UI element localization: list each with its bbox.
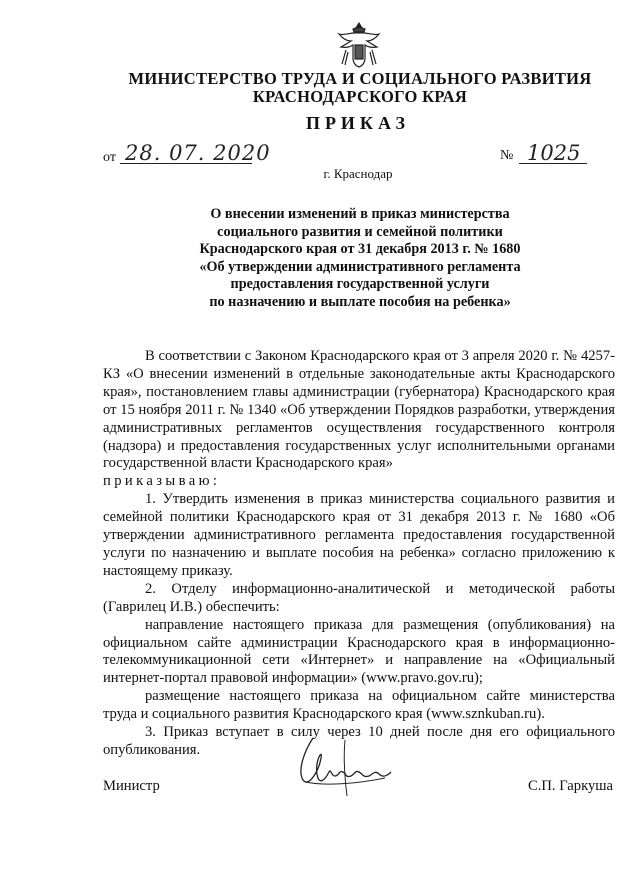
subject-line: Краснодарского края от 31 декабря 2013 г. № 1680 — [199, 241, 521, 257]
order-date: 28. 07. 2020 — [125, 141, 271, 165]
order-word: приказываю: — [103, 473, 221, 490]
item-2: 2. Отделу информационно-аналитической и методической работы (Гаврилец И.В.) обеспечить: — [103, 580, 615, 615]
order-subject — [150, 206, 570, 311]
handwritten-signature — [285, 730, 405, 800]
subject-line: социального развития и семейной политики — [217, 223, 503, 240]
item-1: 1. Утвердить изменения в приказ министерства социального развития и семейной политики Краснодарского края от 31 декабря 2013 г. № 1680 «Об утверждении административного регламента предоставления государственной услуги по назначению и выплате пособия на ребенка» согласно приложению к настоящему приказу. — [103, 491, 615, 579]
ministry-line-1: МИНИСТЕРСТВО ТРУДА И СОЦИАЛЬНОГО РАЗВИТИЯ — [128, 69, 592, 88]
item-2a: направление настоящего приказа для размещения (опубликования) на официальном сайте администрации Краснодарского края в информационно-телекоммуникационной сети «Интернет» и направление на «Официальный интернет-портал правовой информации» (www.pravo.gov.ru); — [103, 616, 615, 687]
intro-paragraph: В соответствии с Законом Краснодарского края от 3 апреля 2020 г. № 4257-КЗ «О внесении изменений в отдельные законодательные акты Краснодарского края», постановлением главы администрации (губернатора) Краснодарского края от 15 ноября 2011 г. № 1340 «Об утверждении Порядков разработки, утверждения административных регламентов осуществления государственного контроля (надзора) и предоставления государственных услуг исполнительными органами государственной власти Краснодарского края» — [103, 348, 615, 472]
number-prefix: № — [500, 148, 514, 163]
order-number: 1025 — [527, 141, 581, 165]
order-body — [103, 348, 615, 760]
item-2b: размещение настоящего приказа на официальном сайте министерства труда и социального развития Краснодарского края (www.sznkuban.ru). — [103, 688, 615, 723]
subject-line: О внесении изменений в приказ министерства — [210, 206, 510, 222]
date-prefix: от — [103, 150, 116, 165]
city: г. Краснодар — [323, 166, 393, 181]
ministry-name — [90, 70, 630, 106]
order-title: ПРИКАЗ — [305, 113, 411, 133]
coat-of-arms-icon — [336, 20, 382, 70]
subject-line: «Об утверждении административного регламента — [199, 258, 521, 275]
subject-line: предоставления государственной услуги — [230, 276, 490, 292]
ministry-line-2: КРАСНОДАРСКОГО КРАЯ — [252, 87, 468, 106]
item-3: 3. Приказ вступает в силу через 10 дней после дня его официального опубликования. — [103, 724, 615, 758]
signatory-position: Министр — [103, 778, 160, 794]
subject-line: по назначению и выплате пособия на ребенка» — [209, 293, 511, 310]
signatory-name: С.П. Гаркуша — [528, 778, 613, 794]
